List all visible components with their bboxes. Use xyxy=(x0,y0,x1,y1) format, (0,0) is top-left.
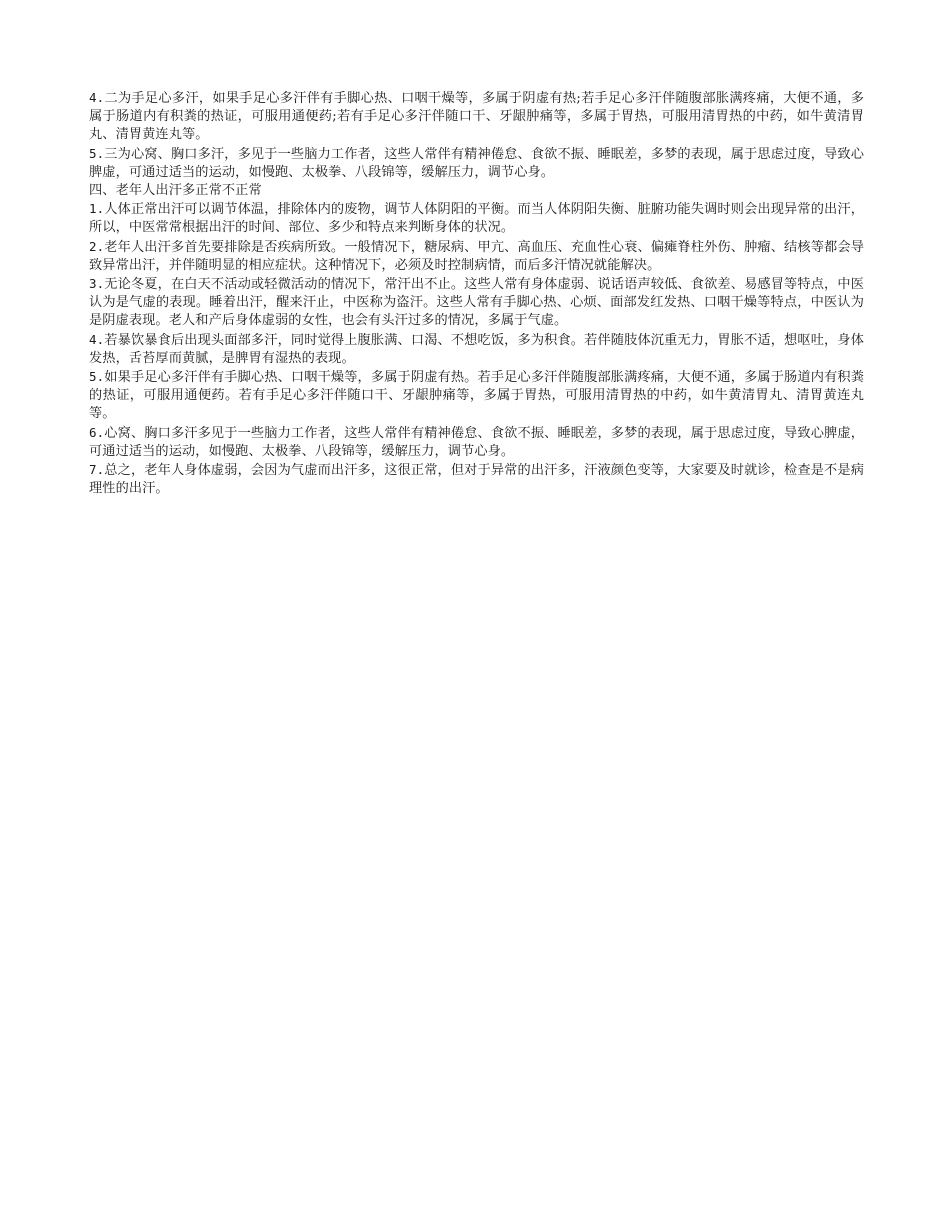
paragraph-text: 如果手足心多汗伴有手脚心热、口咽干燥等，多属于阴虚有热。若手足心多汗伴随腹部胀满疼痛，大便不通，多属于肠道内有积粪的热证，可服用通便药。若有手足心多汗伴随口干、牙龈肿痛等，多属于胃热，可服用清胃热的中药，如牛黄清胃丸、清胃黄连丸等。 xyxy=(89,370,864,422)
paragraph-text: 若暴饮暴食后出现头面部多汗，同时觉得上腹胀满、口渴、不想吃饭，多为积食。若伴随肢体沉重无力，胃胀不适，想呕吐，身体发热，舌苔厚而黄腻，是脾胃有湿热的表现。 xyxy=(89,332,864,366)
paragraph-text: 老年人出汗多首先要排除是否疾病所致。一般情况下，糖尿病、甲亢、高血压、充血性心衰、偏瘫脊柱外伤、肿瘤、结核等都会导致异常出汗，并伴随明显的相应症状。这种情况下，必须及时控制病情，而后多汗情况就能解决。 xyxy=(89,239,864,273)
paragraph-text: 无论冬夏，在白天不活动或轻微活动的情况下，常汗出不止。这些人常有身体虚弱、说话语声较低、食欲差、易感冒等特点，中医认为是气虚的表现。睡着出汗，醒来汗止，中医称为盗汗。这些人常有手脚心热、心烦、面部发红发热、口咽干燥等特点，中医认为是阴虚表现。老人和产后身体虚弱的女性，也会有头汗过多的情况，多属于气虚。 xyxy=(89,277,864,329)
paragraph-5 xyxy=(89,368,864,424)
paragraph-4 xyxy=(89,331,864,368)
paragraph-text: 三为心窝、胸口多汗，多见于一些脑力工作者，这些人常伴有精神倦怠、食欲不振、睡眠差，多梦的表现，属于思虑过度，导致心脾虚，可通过适当的运动，如慢跑、太极拳、八段锦等，缓解压力，调节心身。 xyxy=(89,146,864,180)
paragraph-3 xyxy=(89,275,864,331)
paragraph-text: 人体正常出汗可以调节体温，排除体内的废物，调节人体阴阳的平衡。而当人体阴阳失衡、脏腑功能失调时则会出现异常的出汗，所以，中医常常根据出汗的时间、部位、多少和特点来判断身体的状况。 xyxy=(89,202,864,236)
paragraph-text: 二为手足心多汗，如果手足心多汗伴有手脚心热、口咽干燥等，多属于阴虚有热;若手足心多汗伴随腹部胀满疼痛，大便不通，多属于肠道内有积粪的热证，可服用通便药;若有手足心多汗伴随口干、牙龈肿痛等，多属于胃热，可服用清胃热的中药，如牛黄清胃丸、清胃黄连丸等。 xyxy=(89,91,864,143)
paragraph-number: 4. xyxy=(89,90,105,105)
paragraph-6 xyxy=(89,424,864,461)
section-heading: 四、老年人出汗多正常不正常 xyxy=(89,183,262,199)
paragraph-number: 5. xyxy=(89,145,105,161)
paragraph-top-5 xyxy=(89,145,864,182)
paragraph-top-4 xyxy=(89,89,864,145)
paragraph-text: 总之，老年人身体虚弱，会因为气虚而出汗多，这很正常，但对于异常的出汗多，汗液颜色变等，大家要及时就诊，检查是不是病理性的出汗。 xyxy=(89,463,864,497)
paragraph-1 xyxy=(89,200,864,237)
paragraph-7 xyxy=(89,461,864,498)
paragraph-number: 5. xyxy=(89,369,105,385)
paragraph-number: 4. xyxy=(89,331,105,347)
paragraph-number: 7. xyxy=(89,462,105,478)
document-body xyxy=(89,89,864,498)
paragraph-number: 3. xyxy=(89,276,105,292)
paragraph-number: 2. xyxy=(89,238,105,254)
paragraph-number: 1. xyxy=(89,201,105,217)
paragraph-number: 6. xyxy=(89,424,105,440)
paragraph-text: 心窝、胸口多汗多见于一些脑力工作者，这些人常伴有精神倦怠、食欲不振、睡眠差，多梦的表现，属于思虑过度，导致心脾虚，可通过适当的运动，如慢跑、太极拳、八段锦等，缓解压力，调节心身。 xyxy=(89,425,864,459)
paragraph-2 xyxy=(89,238,864,275)
